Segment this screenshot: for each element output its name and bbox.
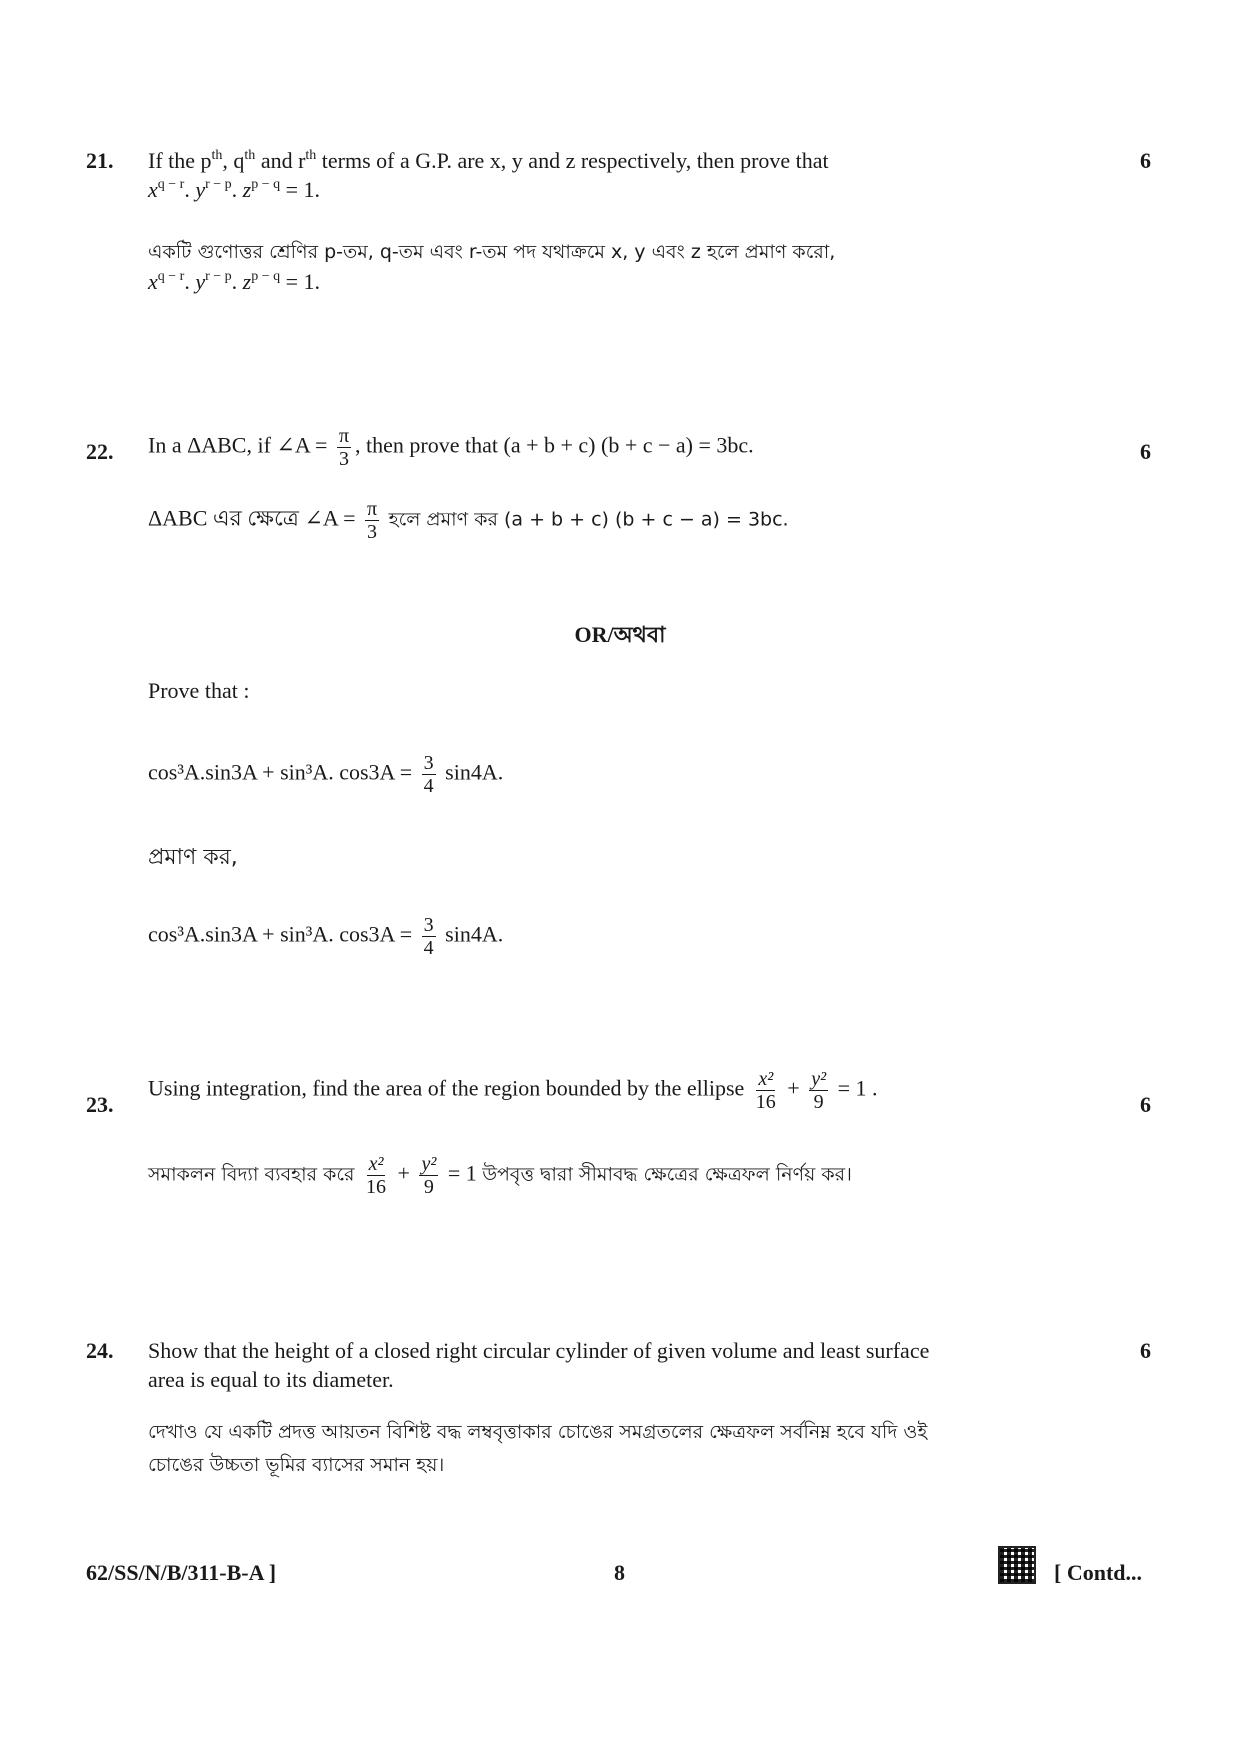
fraction-pi-over-3: $\frac{\pi}{3}$ <box>367 498 378 543</box>
question-text-bn: দেখাও যে একটি প্রদত্ত আয়তন বিশিষ্ট বদ্ধ লম্ববৃত্তাকার চোঙের সমগ্রতলের ক্ষেত্রফল সর্বনিম্ন হবে যদি ওই <box>148 1421 928 1443</box>
question-text-en-2: area is equal to its diameter. <box>148 1367 394 1392</box>
paper-code: 62/SS/N/B/311-B-A ] <box>86 1560 277 1585</box>
page-number: 8 <box>614 1560 625 1585</box>
question-body <box>148 1068 1078 1198</box>
identity-bn: cos³A.sin3A + sin³A. cos3A = $\frac{3}{4}$ sin4A. <box>148 914 504 959</box>
question-text-bn: সমাকলন বিদ্যা ব্যবহার করে $\frac{\text{x²}}{16}$ + $\frac{\text{y²}}{9}$ = 1 উপবৃত্ত দ্বারা সীমাবদ্ধ ক্ষেত্রের ক্ষেত্রফল নির্ণয় কর। <box>148 1153 852 1198</box>
question-number: 22. <box>86 439 114 464</box>
formula: $x^{q - r}$. $y^{r - p}$. $z^{p - q} = 1$. <box>148 177 321 202</box>
prove-that-label: Prove that : <box>148 678 250 703</box>
qr-code-icon <box>998 1546 1036 1584</box>
marks: 6 <box>1140 148 1151 173</box>
question-body <box>148 425 1078 543</box>
question-number: 23. <box>86 1092 114 1117</box>
question-text-en: If the $p^{th}$, $q^{th}$ and $r^{th}$ terms of a G.P. are x, y and z respectively, then prove that <box>148 148 829 173</box>
fraction-3-over-4: $\frac{3}{4}$ <box>423 752 434 797</box>
fraction-pi-over-3: $\frac{\pi}{3}$ <box>338 425 350 470</box>
question-text-en: Show that the height of a closed right circular cylinder of given volume and least surface <box>148 1338 930 1363</box>
question-body <box>148 1336 1078 1482</box>
question-number: 21. <box>86 148 114 173</box>
marks: 6 <box>1140 1092 1151 1117</box>
prove-label-bn: প্রমাণ কর, <box>148 845 238 870</box>
question-text-en: In a ΔABC, if ∠A = $\frac{\pi}{3}$ , then prove that (a + b + c) (b + c − a) = 3bc. <box>148 425 754 470</box>
or-separator: OR/অথবা <box>574 622 666 647</box>
question-text-bn: একটি গুণোত্তর শ্রেণির p-তম, q-তম এবং r-তম পদ যথাক্রমে x, y এবং z হলে প্রমাণ করো, <box>148 241 836 263</box>
identity-en: cos³A.sin3A + sin³A. cos3A = $\frac{3}{4}$ sin4A. <box>148 752 504 797</box>
question-number: 24. <box>86 1338 114 1363</box>
question-text-en: Using integration, find the area of the region bounded by the ellipse $\frac{\text{x²}}{16}$ + $\frac{\text{y²}}{9}$ = 1 . <box>148 1068 878 1113</box>
continued-label: [ Contd... <box>1054 1560 1143 1585</box>
question-text-bn-2: চোঙের উচ্চতা ভূমির ব্যাসের সমান হয়। <box>148 1454 445 1476</box>
marks: 6 <box>1140 439 1151 464</box>
marks: 6 <box>1140 1338 1151 1363</box>
question-body <box>148 146 1078 296</box>
formula-bn: $x^{q - r}$. $y^{r - p}$. $z^{p - q} = 1$. <box>148 269 321 294</box>
question-text-bn: ΔABC এর ক্ষেত্রে ∠A = $\frac{\pi}{3}$ হলে প্রমাণ কর (a + b + c) (b + c − a) = 3bc. <box>148 498 789 543</box>
